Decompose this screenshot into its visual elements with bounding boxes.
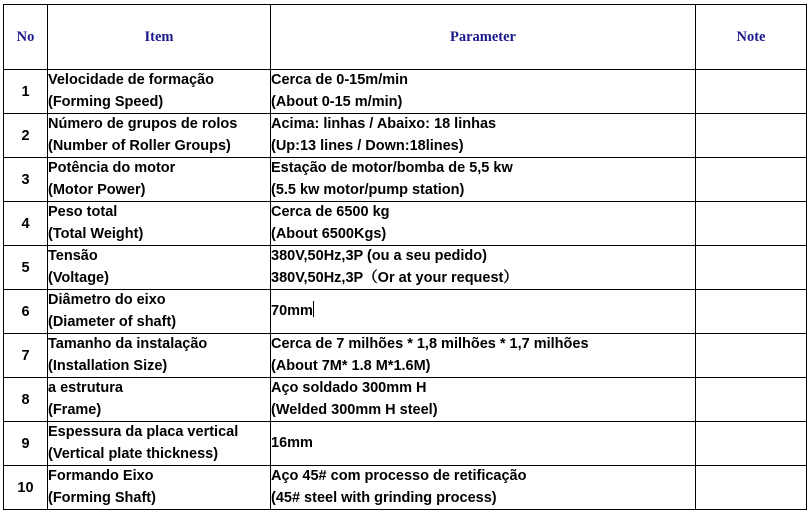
table-row bbox=[4, 158, 807, 202]
note-cell bbox=[696, 114, 807, 158]
parameter-cell bbox=[271, 246, 696, 290]
parameter-line-1: 70mm bbox=[271, 302, 313, 319]
header-item: Item bbox=[48, 5, 271, 70]
parameter-line-1: Estação de motor/bomba de 5,5 kw bbox=[271, 160, 513, 176]
parameter-cell bbox=[271, 70, 696, 114]
parameter-line-2: (About 0-15 m/min) bbox=[271, 93, 403, 110]
text-cursor bbox=[313, 301, 314, 317]
item-cell bbox=[48, 246, 271, 290]
item-name-en: (Voltage) bbox=[48, 269, 109, 286]
item-cell bbox=[48, 158, 271, 202]
item-name-pt: a estrutura bbox=[48, 380, 123, 396]
note-cell bbox=[696, 246, 807, 290]
item-cell bbox=[48, 466, 271, 510]
header-parameter: Parameter bbox=[271, 5, 696, 70]
header-row bbox=[4, 5, 807, 70]
note-cell bbox=[696, 158, 807, 202]
parameter-line-1: 16mm bbox=[271, 434, 313, 451]
parameter-cell bbox=[271, 202, 696, 246]
note-cell bbox=[696, 422, 807, 466]
item-cell bbox=[48, 422, 271, 466]
item-cell bbox=[48, 114, 271, 158]
note-cell bbox=[696, 202, 807, 246]
parameter-line-1: Cerca de 0-15m/min bbox=[271, 72, 409, 88]
item-name-en: (Total Weight) bbox=[48, 225, 144, 242]
parameter-line-2: (About 7M* 1.8 M*1.6M) bbox=[271, 357, 431, 374]
parameter-line-1: Aço 45# com processo de retificação bbox=[271, 468, 527, 484]
row-number: 6 bbox=[4, 290, 48, 334]
table-row bbox=[4, 422, 807, 466]
parameter-cell bbox=[271, 466, 696, 510]
table-row bbox=[4, 246, 807, 290]
item-name-en: (Number of Roller Groups) bbox=[48, 137, 231, 154]
item-name-pt: Número de grupos de rolos bbox=[48, 116, 238, 132]
row-number: 7 bbox=[4, 334, 48, 378]
row-number: 8 bbox=[4, 378, 48, 422]
item-name-pt: Formando Eixo bbox=[48, 468, 154, 484]
item-name-pt: Espessura da placa vertical bbox=[48, 424, 239, 440]
item-name-en: (Motor Power) bbox=[48, 181, 146, 198]
parameter-cell bbox=[271, 334, 696, 378]
row-number: 9 bbox=[4, 422, 48, 466]
item-name-pt: Potência do motor bbox=[48, 160, 176, 176]
row-number: 1 bbox=[4, 70, 48, 114]
parameter-line-2: (45# steel with grinding process) bbox=[271, 489, 497, 506]
parameter-cell bbox=[271, 422, 696, 466]
parameter-line-2: (Up:13 lines / Down:18lines) bbox=[271, 137, 464, 154]
note-cell bbox=[696, 334, 807, 378]
row-number: 5 bbox=[4, 246, 48, 290]
item-name-en: (Frame) bbox=[48, 401, 102, 418]
item-name-en: (Installation Size) bbox=[48, 357, 168, 374]
item-cell bbox=[48, 70, 271, 114]
table-row bbox=[4, 290, 807, 334]
header-note: Note bbox=[696, 5, 807, 70]
item-name-pt: Velocidade de formação bbox=[48, 72, 215, 88]
note-cell bbox=[696, 290, 807, 334]
item-name-pt: Diâmetro do eixo bbox=[48, 292, 166, 308]
table-row bbox=[4, 466, 807, 510]
row-number: 2 bbox=[4, 114, 48, 158]
parameter-cell bbox=[271, 114, 696, 158]
note-cell bbox=[696, 466, 807, 510]
parameter-line-1: Cerca de 7 milhões * 1,8 milhões * 1,7 milhões bbox=[271, 336, 589, 352]
table-row bbox=[4, 378, 807, 422]
header-no: No bbox=[4, 5, 48, 70]
item-cell bbox=[48, 202, 271, 246]
parameter-line-1: Aço soldado 300mm H bbox=[271, 380, 427, 396]
item-name-pt: Peso total bbox=[48, 204, 118, 220]
parameter-cell[interactable] bbox=[271, 290, 696, 334]
item-name-pt: Tamanho da instalação bbox=[48, 336, 208, 352]
item-name-en: (Forming Shaft) bbox=[48, 489, 156, 506]
note-cell bbox=[696, 378, 807, 422]
parameter-cell bbox=[271, 378, 696, 422]
parameter-line-2: 380V,50Hz,3P（Or at your request） bbox=[271, 269, 518, 286]
table-row bbox=[4, 334, 807, 378]
item-name-en: (Diameter of shaft) bbox=[48, 313, 177, 330]
item-name-pt: Tensão bbox=[48, 248, 98, 264]
item-cell bbox=[48, 334, 271, 378]
parameter-cell bbox=[271, 158, 696, 202]
item-cell bbox=[48, 290, 271, 334]
parameter-line-2: (5.5 kw motor/pump station) bbox=[271, 181, 465, 198]
parameter-line-2: (About 6500Kgs) bbox=[271, 225, 387, 242]
row-number: 10 bbox=[4, 466, 48, 510]
parameter-line-1: 380V,50Hz,3P (ou a seu pedido) bbox=[271, 248, 487, 264]
table-row bbox=[4, 114, 807, 158]
spec-table bbox=[3, 4, 807, 510]
table-row bbox=[4, 70, 807, 114]
item-name-en: (Forming Speed) bbox=[48, 93, 164, 110]
item-name-en: (Vertical plate thickness) bbox=[48, 445, 219, 462]
note-cell bbox=[696, 70, 807, 114]
table-row bbox=[4, 202, 807, 246]
parameter-line-1: Acima: linhas / Abaixo: 18 linhas bbox=[271, 116, 497, 132]
parameter-line-1: Cerca de 6500 kg bbox=[271, 204, 390, 220]
item-cell bbox=[48, 378, 271, 422]
parameter-line-2: (Welded 300mm H steel) bbox=[271, 401, 438, 418]
row-number: 3 bbox=[4, 158, 48, 202]
row-number: 4 bbox=[4, 202, 48, 246]
